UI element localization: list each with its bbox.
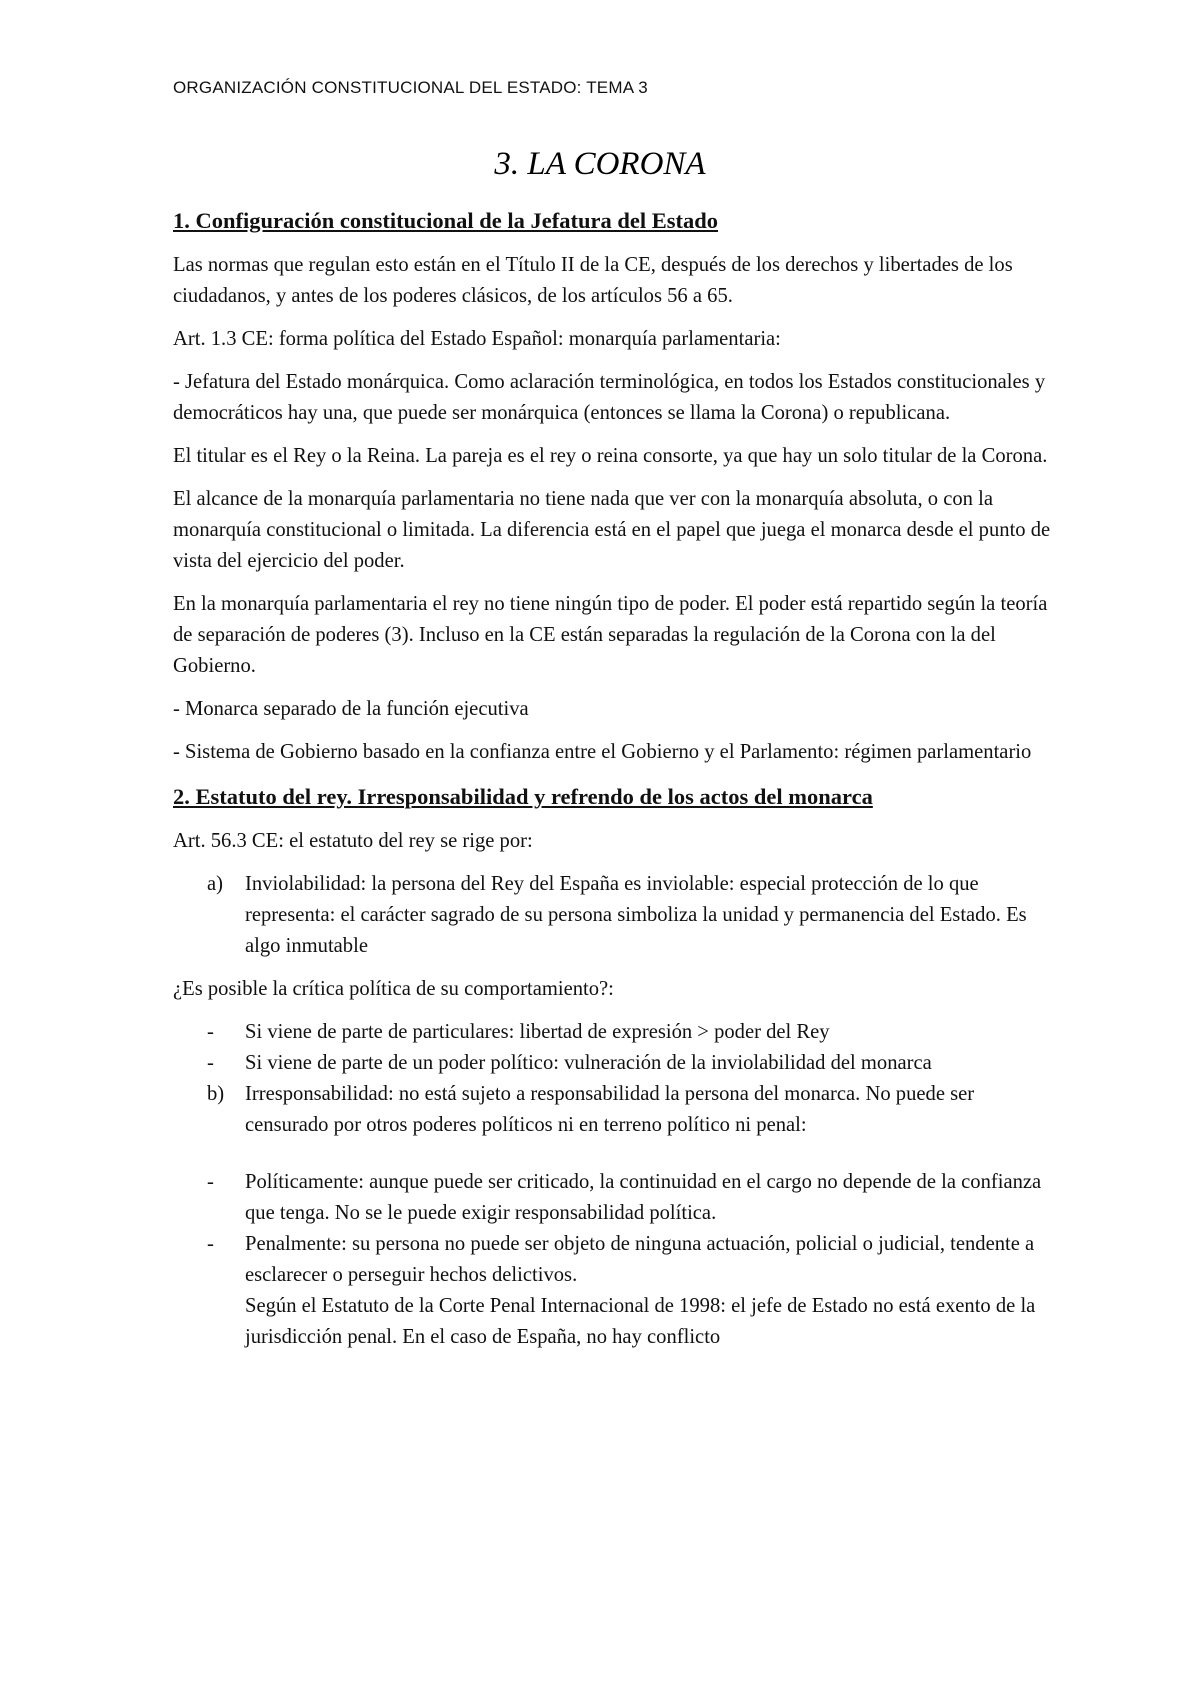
paragraph: - Monarca separado de la función ejecutiva — [173, 698, 529, 720]
list-item-text: Según el Estatuto de la Corte Penal Internacional de 1998: el jefe de Estado no está exento de la jurisdicción penal. En el caso de España, no hay conflicto — [245, 1295, 1036, 1348]
list-marker: a) — [207, 873, 223, 895]
list-item-text: Si viene de parte de un poder político: vulneración de la inviolabilidad del monarca — [245, 1052, 932, 1074]
bullet-list-2 — [173, 1167, 1053, 1353]
paragraph: El alcance de la monarquía parlamentaria no tiene nada que ver con la monarquía absoluta, o con la monarquía constitucional o limitada. La diferencia está en el papel que juega el monarca desde el punto de vista del ejercicio del poder. — [173, 488, 1051, 572]
document-body — [173, 204, 1053, 1353]
list-item — [173, 1167, 1053, 1229]
page-header: ORGANIZACIÓN CONSTITUCIONAL DEL ESTADO: TEMA 3 — [173, 78, 648, 97]
list-item-text: Irresponsabilidad: no está sujeto a responsabilidad la persona del monarca. No puede ser censurado por otros poderes políticos ni en terreno político ni penal: — [245, 1083, 975, 1136]
list-item-text: Políticamente: aunque puede ser criticado, la continuidad en el cargo no depende de la confianza que tenga. No se le puede exigir responsabilidad política. — [245, 1171, 1042, 1224]
list-item-text: Penalmente: su persona no puede ser objeto de ninguna actuación, policial o judicial, tendente a esclarecer o perseguir hechos delictivos. — [245, 1233, 1035, 1286]
list-marker: - — [207, 1021, 214, 1043]
section-2-heading: 2. Estatuto del rey. Irresponsabilidad y refrendo de los actos del monarca — [173, 784, 873, 809]
bullet-list-1 — [173, 1017, 1053, 1141]
paragraph: - Jefatura del Estado monárquica. Como aclaración terminológica, en todos los Estados constitucionales y democráticos hay una, que puede ser monárquica (entonces se llama la Corona) o republicana. — [173, 371, 1046, 424]
list-marker: - — [207, 1233, 214, 1255]
list-item — [173, 1048, 1053, 1079]
list-item — [173, 1017, 1053, 1048]
paragraph: - Sistema de Gobierno basado en la confianza entre el Gobierno y el Parlamento: régimen parlamentario — [173, 741, 1032, 763]
page-title: 3. LA CORONA — [494, 146, 706, 182]
section-1-heading: 1. Configuración constitucional de la Jefatura del Estado — [173, 208, 719, 233]
paragraph: Las normas que regulan esto están en el Título II de la CE, después de los derechos y libertades de los ciudadanos, y antes de los poderes clásicos, de los artículos 56 a 65. — [173, 254, 1013, 307]
paragraph: ¿Es posible la crítica política de su comportamiento?: — [173, 978, 614, 1000]
spacer — [173, 1141, 1053, 1167]
paragraph: Art. 56.3 CE: el estatuto del rey se rige por: — [173, 830, 533, 852]
list-item-continuation — [173, 1291, 1053, 1353]
list-item-text: Inviolabilidad: la persona del Rey del España es inviolable: especial protección de lo que representa: el carácter sagrado de su persona simboliza la unidad y permanencia del Estado. Es algo inmutable — [245, 873, 1027, 957]
paragraph: En la monarquía parlamentaria el rey no tiene ningún tipo de poder. El poder está repartido según la teoría de separación de poderes (3). Incluso en la CE están separadas la regulación de la Corona con la del Gobierno. — [173, 593, 1048, 677]
list-item — [173, 869, 1053, 962]
item-a-list — [173, 869, 1053, 962]
list-item — [173, 1079, 1053, 1141]
paragraph: Art. 1.3 CE: forma política del Estado Español: monarquía parlamentaria: — [173, 328, 781, 350]
list-marker: - — [207, 1052, 214, 1074]
list-marker: b) — [207, 1083, 225, 1105]
list-item — [173, 1229, 1053, 1291]
paragraph: El titular es el Rey o la Reina. La pareja es el rey o reina consorte, ya que hay un solo titular de la Corona. — [173, 445, 1048, 467]
list-item-text: Si viene de parte de particulares: libertad de expresión > poder del Rey — [245, 1021, 830, 1043]
list-marker: - — [207, 1171, 214, 1193]
